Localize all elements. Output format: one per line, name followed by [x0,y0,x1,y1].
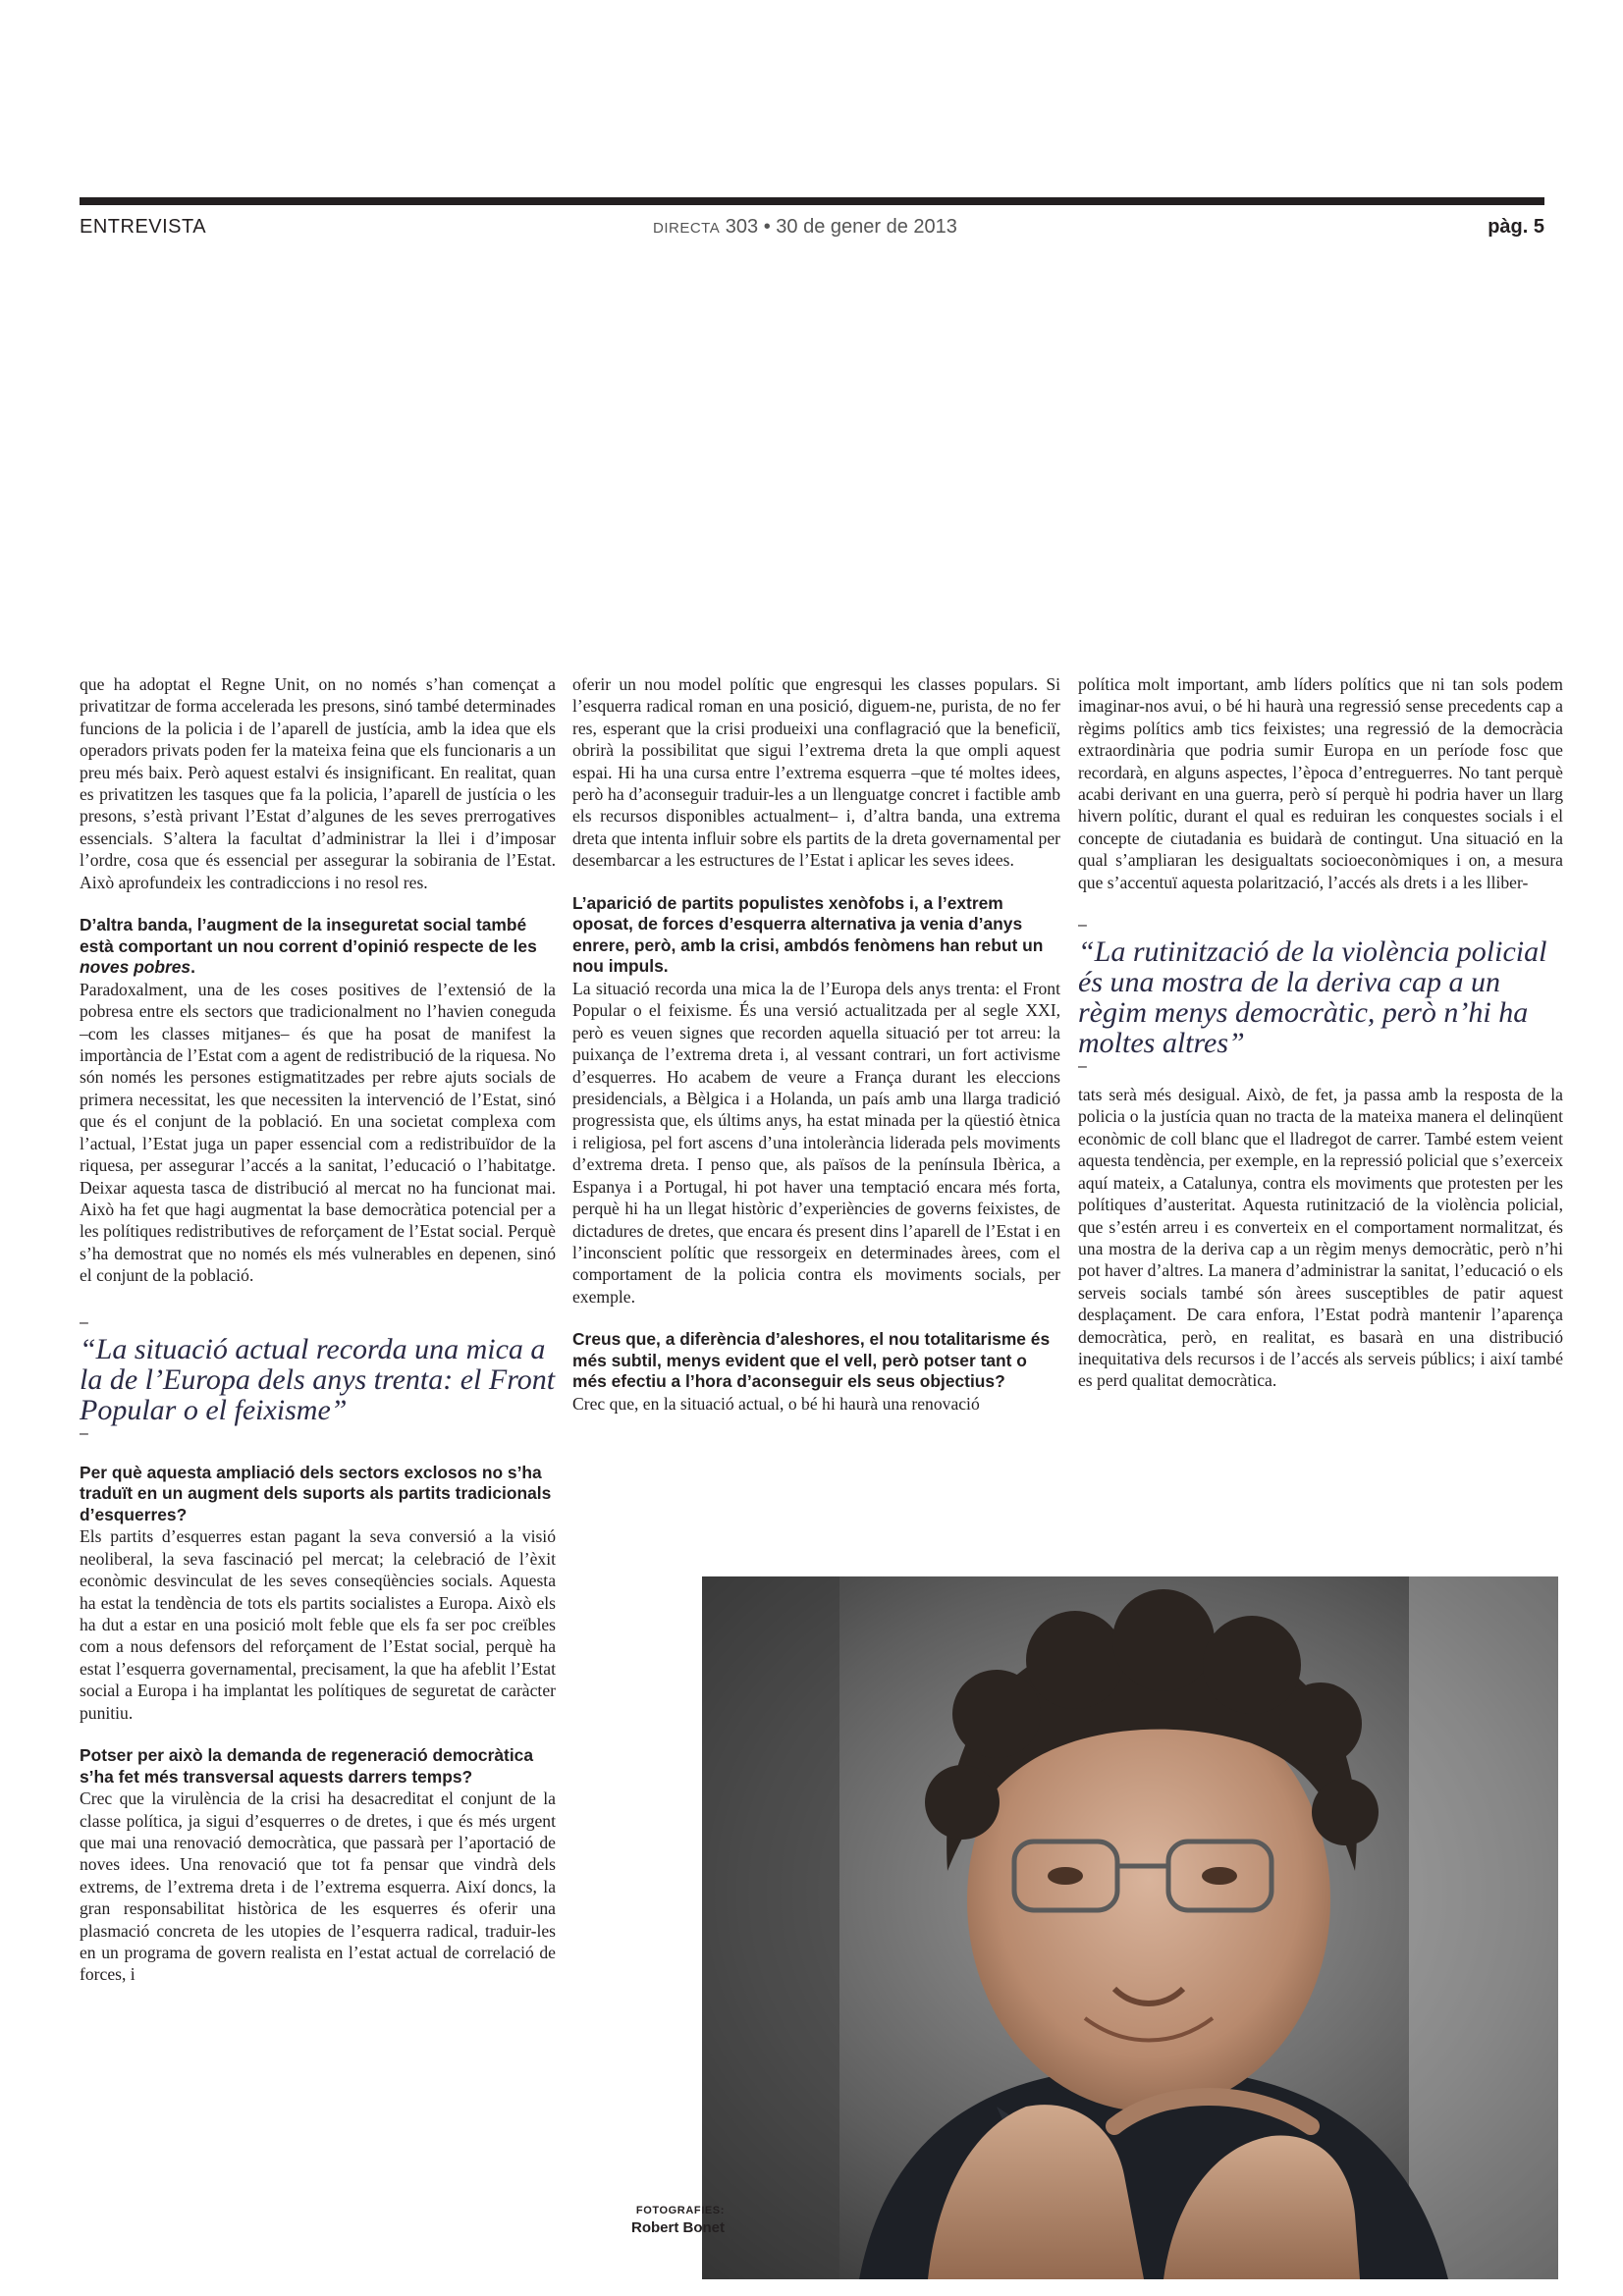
question: Potser per això la demanda de regeneració democràtica s’ha fet més transversal aquests darrers temps? [80,1744,534,1787]
pull-quote: “La rutinització de la violència policial és una mostra de la deriva cap a un règim menys democràtic, però n’hi ha moltes altres” [1078,935,1547,1060]
photo-credit-label: FOTOGRAFIES: [635,2205,725,2216]
answer-paragraph: Els partits d’esquerres estan pagant la seva conversió a la visió neoliberal, la seva fascinació pel mercat; la celebració de l’èxit econòmic desvinculat de les seves conseqüències socials. Aquesta ha estat la tendència de tots els partits socialistes a Europa. Això els ha dut a estar en una posició molt feble que els fa ser poc creïbles com a nous defensors del reforçament de l’Estat social, perquè ha estat l’esquerra governamental, precisament, la que ha afeblit l’Estat social a Europa i ha implantat les polítiques de seguretat de caràcter punitiu. [80,1526,556,1723]
pull-quote-dash: – [1078,917,1087,934]
question: Per què aquesta ampliació dels sectors exclosos no s’ha traduït en un augment dels suports als partits tradicionals d’esquerres? [80,1462,552,1524]
publication-name: DIRECTA [653,220,721,237]
pull-quote-dash: – [80,1313,88,1331]
answer-paragraph: que ha adoptat el Regne Unit, on no només s’han començat a privatitzar de forma accelerada les presons, sinó també determinades funcions de la policia i de l’aparell de justícia, amb la idea que els operadors privats poden fer la mateixa feina que els funcionaris a un preu més baix. Però aquest estalvi és insignificant. En realitat, quan es privatitzen les tasques que fa la policia, l’aparell de justícia o les presons, s’està privant l’Estat d’algunes de les seves prerrogatives essencials. S’altera la facultat d’administrar la llei i d’imposar l’ordre, cosa que és essencial per assegurar la sobirania de l’Estat. Això aprofundeix les contradiccions i no resol res. [80,674,556,892]
question: D’altra banda, l’augment de la inseguretat social també està comportant un nou corrent d’opinió respecte de les noves pobres. [80,915,537,978]
answer-paragraph: La situació recorda una mica la de l’Europa dels anys trenta: el Front Popular o el feixisme. És una versió actualitzada per al segle XXI, però es veuen signes que recorden aquella situació per tot arreu: la puixança de l’extrema dreta i, al vessant contrari, un fort activisme d’esquerres. Ho acabem de veure a França durant les eleccions presidencials, a Bèlgica i a Holanda, un país amb una llarga tradició progressista que, els últims anys, ha estat minada per la qüestió ètnica i religiosa, pel fort ascens d’una intolerància liderada pels moviments d’extrema dreta. I penso que, als països de la península Ibèrica, a Espanya i a Portugal, hi pot haver una temptació encara més forta, perquè hi ha un llegat històric d’experiències de governs feixistes, de dictadures de dretes, que encara és present dins l’aparell de l’Estat i en l’inconscient polític que ressorgeix en determinades àrees, com el comportament de la policia contra els moviments socials, per exemple. [572,979,1060,1307]
column-1 [80,673,556,1986]
question: L’aparició de partits populistes xenòfobs i, a l’extrem oposat, de forces d’esquerra alternativa ja venia d’anys enrere, però, amb la crisi, ambdós fenòmens han rebut un nou impuls. [572,892,1044,977]
question: Creus que, a diferència d’aleshores, el nou totalitarisme és més subtil, menys evident que el vell, però potser tant o més efectiu a l’hora d’aconseguir els seus objectius? [572,1329,1051,1392]
pull-quote-dash: – [80,1424,88,1442]
pull-quote: “La situació actual recorda una mica a la de l’Europa dels anys trenta: el Front Popular o el feixisme” [80,1332,556,1426]
answer-paragraph: oferir un nou model polític que engresqui les classes populars. Si l’esquerra radical roman en una posició, diguem-ne, purista, de no fer res, esperant que la crisi produeixi una conflagració que la beneficiï, obrirà la possibilitat que sigui l’extrema dreta la que ompli aquest espai. Hi ha una cursa entre l’extrema esquerra –que té moltes idees, però ha d’aconseguir traduir-les a un llenguatge concret i factible amb els recursos disponibles actualment– i, d’altra banda, una extrema dreta que intenta influir sobre els partits de la dreta governamental per desembarcar a les estructures de l’Estat i aplicar les seves idees. [572,674,1060,871]
headline [0,412,628,648]
issue-date: 303 • 30 de gener de 2013 [725,216,957,238]
answer-paragraph: Paradoxalment, una de les coses positives de l’extensió de la pobresa entre els sectors que tradicionalment no l’havien coneguda –com les classes mitjanes– és que ha posat de manifest la importància de l’Estat com a agent de redistribució de la riquesa. No són només les persones estigmatitzades per rebre ajuts socials de primera necessitat, les que necessiten la intervenció de l’Estat, sinó que és el conjunt de la població. En una societat complexa com l’actual, l’Estat juga un paper essencial com a redistribuïdor de la riquesa, per assegurar l’accés a la sanitat, l’educació o l’habitatge. Deixar aquesta tasca de distribució al mercat no ha funcionat mai. Això ha fet que hagi augmentat la base democràtica potencial per a les polítiques redistributives de reforçament de l’Estat social. Perquè s’ha demostrat que no només els més vulnerables en depenen, sinó el conjunt de la població. [80,979,556,1286]
answer-paragraph: tats serà més desigual. Això, de fet, ja passa amb la resposta de la policia o la justícia quan no tracta de la mateixa manera el delinqüent econòmic de coll blanc que el lladregot de carrer. També estem veient aquesta tendència, per exemple, en la repressió policial que s’exerceix aquí mateix, a Catalunya, contra els moviments que protesten per les polítiques d’austeritat. Aquesta rutinització de la violència policial, que s’estén arreu i es converteix en el comportament normalitzat, és una mostra de la deriva cap a un règim menys democràtic, però n’hi pot haver d’altres. La manera d’administrar la sanitat, l’educació o els serveis socials també són àrees susceptibles de patir aquest desplaçament. De cara enfora, l’Estat podrà mantenir l’aparença democràtica, però, en realitat, es basarà en una distribució inequitativa dels recursos i de l’accés als serveis públics; i així també es perd qualitat democràtica. [1078,1085,1563,1391]
pull-quote-dash: – [1078,1058,1087,1076]
column-3 [1078,673,1563,1392]
column-2 [572,673,1060,1415]
photographer-name: Robert Bonet [631,2219,725,2236]
section-label: ENTREVISTA [80,216,207,238]
interviewee-photo [702,1576,1558,2279]
answer-paragraph: Crec que la virulència de la crisi ha desacreditat el conjunt de la classe política, ja sigui d’esquerres o de dretes, i que és més urgent que mai una renovació democràtica, que passarà per l’aportació de noves idees. Una renovació que tot fa pensar que vindrà dels extrems, de l’extrema dreta i de l’extrema esquerra. Així doncs, la gran responsabilitat històrica de les esquerres és oferir una plasmació concreta de les utopies de l’esquerra radical, traduir-les en un programa de govern realista en l’estat actual de correlació de forces, i [80,1789,556,1985]
answer-paragraph: Crec que, en la situació actual, o bé hi haurà una renovació [572,1393,980,1414]
photo-credit [597,2203,725,2238]
header-rule [80,197,1544,205]
page-number: pàg. 5 [1488,216,1544,238]
issue-info [653,214,977,241]
answer-paragraph: política molt important, amb líders polítics que ni tan sols podem imaginar-nos avui, o bé hi haurà una regressió sense precedents cap a règims polítics amb tics feixistes; una regressió de la democràcia extraordinària que podria sumir Europa en un període fosc que recordarà, en alguns aspectes, l’època d’entreguerres. No tant perquè acabi derivant en una guerra, però sí perquè hi podria haver un llarg hivern polític, durant el qual es reduiran les conquestes socials i el concepte de ciutadania es buidarà de contingut. Una situació en la qual s’ampliaran les desigualtats socioeconòmiques i on, a mesura que s’accentuï aquesta polarització, l’accés als drets i a les lliber- [1078,674,1563,892]
